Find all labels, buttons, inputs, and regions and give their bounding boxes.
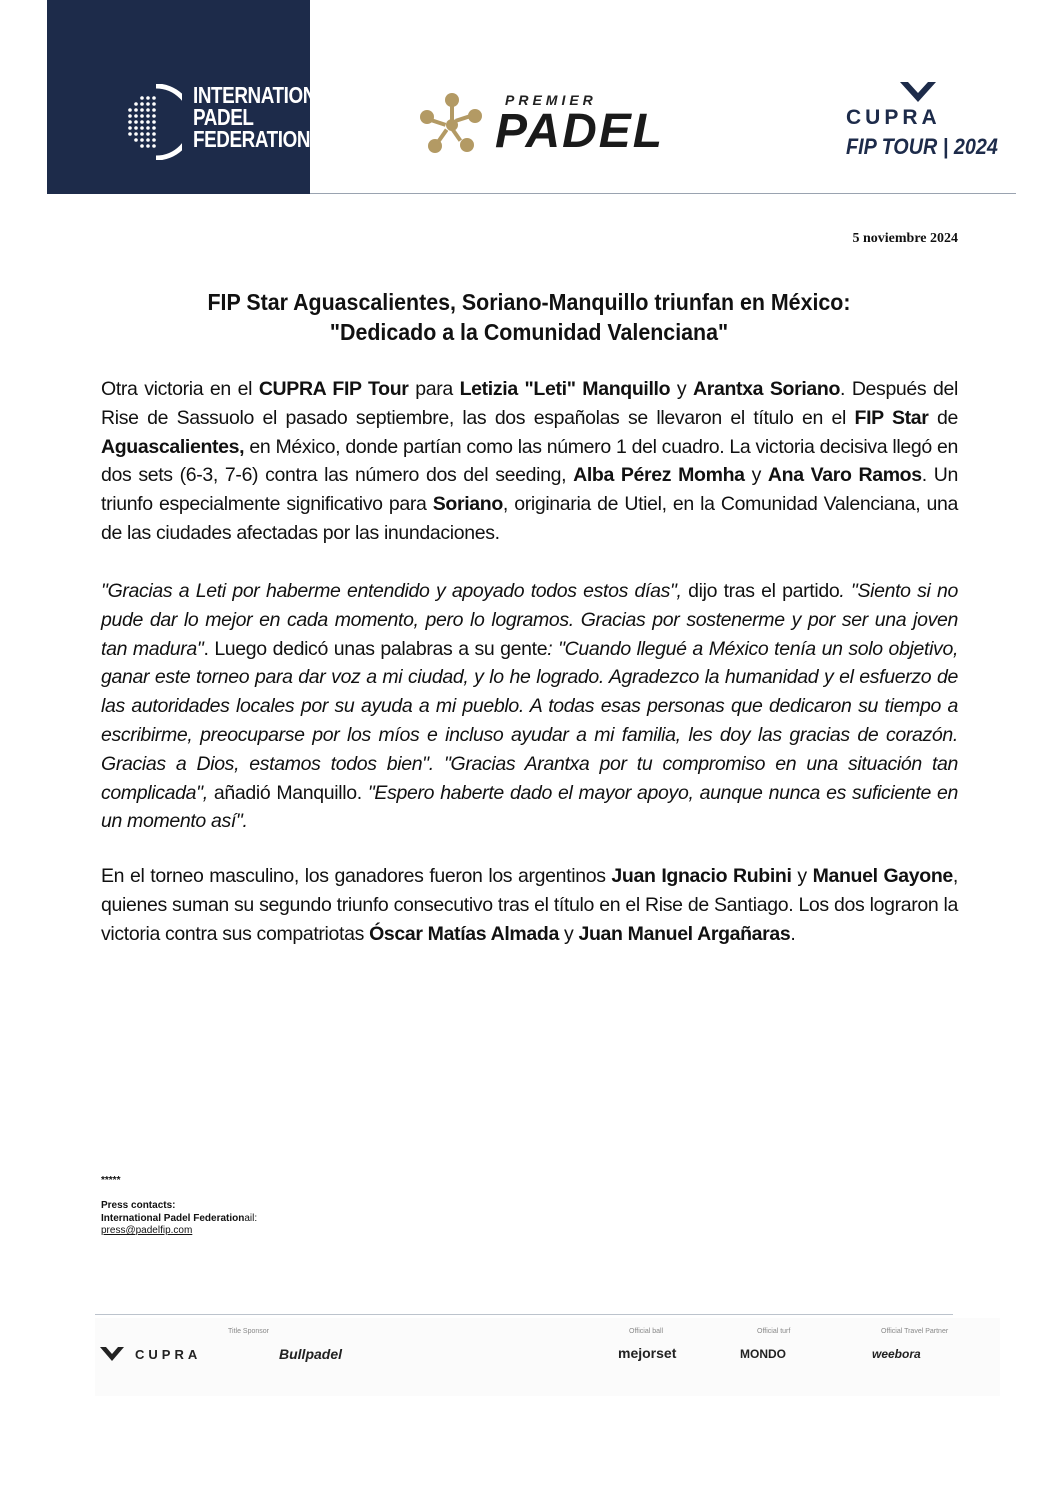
p1-bold: Soriano bbox=[432, 493, 503, 516]
ipf-dot bbox=[146, 138, 150, 142]
p2-text: añadió Manquillo. bbox=[207, 781, 368, 804]
ipf-dot bbox=[128, 120, 132, 124]
p3-bold: Óscar Matías Almada bbox=[369, 922, 559, 945]
ipf-dot bbox=[152, 96, 156, 100]
ipf-dot bbox=[134, 132, 138, 136]
separator-stars: ***** bbox=[101, 1175, 121, 1186]
p1-text: para bbox=[408, 378, 460, 400]
official-ball-label: Official ball bbox=[629, 1328, 664, 1335]
press-contacts bbox=[101, 1200, 257, 1238]
p1-text: , originaria de Utiel, en la Comunidad Valenciana, una de las ciudades afectadas por las inundaciones. bbox=[101, 493, 958, 544]
ipf-dot bbox=[128, 126, 132, 130]
title-sponsor-label: Title Sponsor bbox=[228, 1328, 269, 1335]
ipf-dot bbox=[146, 96, 150, 100]
official-turf-label: Official turf bbox=[757, 1328, 791, 1335]
ipf-dot bbox=[128, 108, 132, 112]
ipf-dot bbox=[146, 120, 150, 124]
p1-text: y bbox=[670, 378, 693, 400]
ipf-dot bbox=[128, 132, 132, 136]
paragraph-1 bbox=[101, 375, 958, 548]
title-line-2: "Dedicado a la Comunidad Valenciana" bbox=[329, 319, 729, 345]
p1-text: Otra victoria en el bbox=[101, 378, 259, 400]
ipf-dot bbox=[134, 120, 138, 124]
bullpadel-logo: Bullpadel bbox=[279, 1346, 343, 1362]
p1-text: de bbox=[928, 406, 958, 429]
ipf-dot bbox=[152, 114, 156, 118]
press-contacts-label: Press contacts: bbox=[101, 1200, 176, 1211]
ipf-dot bbox=[152, 102, 156, 106]
cupra-word: CUPRA bbox=[846, 106, 941, 129]
paragraph-3 bbox=[101, 862, 958, 948]
press-contacts-org bbox=[101, 1213, 257, 1226]
ipf-dot bbox=[146, 126, 150, 130]
premier-word: PREMIER bbox=[505, 92, 597, 108]
cupra-fip-tour-logo bbox=[838, 80, 998, 170]
ipf-dot bbox=[134, 108, 138, 112]
ipf-dot bbox=[134, 126, 138, 130]
footer-sponsors bbox=[95, 1318, 1000, 1396]
ipf-dot bbox=[140, 126, 144, 130]
ipf-dot bbox=[152, 126, 156, 130]
header-divider bbox=[310, 193, 1016, 194]
ipf-ball-logo bbox=[122, 84, 182, 160]
padel-word: PADEL bbox=[495, 105, 665, 158]
ipf-line-3: FEDERATION bbox=[193, 126, 311, 152]
p3-bold: Juan Ignacio Rubini bbox=[611, 865, 792, 887]
ipf-dot bbox=[134, 138, 138, 142]
ipf-dot bbox=[128, 114, 132, 118]
p1-bold: CUPRA FIP Tour bbox=[258, 378, 409, 400]
press-date: 5 noviembre 2024 bbox=[852, 231, 958, 246]
ipf-dot bbox=[134, 114, 138, 118]
p3-text: En el torneo masculino, los ganadores fueron los argentinos bbox=[101, 865, 612, 887]
premier-padel-logo bbox=[417, 90, 717, 162]
ipf-line-2: PADEL bbox=[193, 104, 254, 130]
ipf-dot bbox=[152, 138, 156, 142]
p1-bold: Letizia "Leti" Manquillo bbox=[459, 378, 671, 400]
cupra-footer-icon bbox=[99, 1346, 125, 1362]
ipf-dot bbox=[146, 102, 150, 106]
p1-text: en México, donde partían como las número 1 del cuadro. La victoria decisiva llegó en dos sets (6-3, 7-6) contra las número dos del seeding, bbox=[101, 435, 958, 487]
ipf-dot bbox=[146, 132, 150, 136]
p3-text: . bbox=[790, 922, 796, 945]
p3-text: , quienes suman su segundo triunfo consecutivo tras el título en el Rise de Santiago. Los dos lograron la victoria contra sus compatriotas bbox=[101, 865, 958, 945]
paragraph-2 bbox=[101, 577, 958, 836]
header-band bbox=[47, 0, 341, 194]
footer-divider bbox=[95, 1314, 953, 1315]
ipf-wordmark bbox=[193, 84, 340, 150]
p2-text: dijo tras el partido bbox=[681, 580, 840, 602]
ipf-line-1: INTERNATIONAL bbox=[193, 82, 341, 108]
premier-padel-flower-icon bbox=[417, 90, 487, 160]
travel-partner-label: Official Travel Partner bbox=[881, 1328, 949, 1335]
p1-text: . Un triunfo especialmente significativo para bbox=[101, 464, 958, 516]
press-title bbox=[130, 287, 928, 347]
ipf-dot bbox=[152, 120, 156, 124]
p2-quote: "Espero haberte dado el mayor apoyo, aunque nunca es suficiente en un momento así". bbox=[101, 781, 958, 833]
p1-bold: FIP Star bbox=[854, 406, 929, 429]
ipf-dot bbox=[152, 132, 156, 136]
p1-text: . Después del Rise de Sassuolo el pasado septiembre, las dos españolas se llevaron el título en el bbox=[101, 378, 959, 429]
press-email-link[interactable]: press@padelfip.com bbox=[101, 1225, 193, 1236]
p3-text: y bbox=[791, 865, 813, 887]
ipf-dot bbox=[140, 138, 144, 142]
p2-quote: : "Cuando llegué a México tenía un solo objetivo, ganar este torneo para dar voz a mi ciudad, y lo he logrado. Agradezco la humanidad y el esfuerzo de las autoridades locales por su ayuda a mi pueblo. A todas esas personas que dedicaron su tiempo a escribirme, preocuparse por los míos e incluso ayudar a mi familia, les doy las gracias de corazón. Gracias a Dios, estamos todos bien". "Gracias Arantxa por tu compromiso en una situación tan complicada", bbox=[101, 637, 959, 804]
p1-bold: Ana Varo Ramos bbox=[767, 464, 922, 487]
p1-bold: Alba Pérez Momha bbox=[573, 464, 745, 487]
p1-text: y bbox=[744, 464, 768, 487]
p2-text: . Luego dedicó unas palabras a su gente bbox=[203, 637, 548, 660]
p1-bold: Arantxa Soriano bbox=[693, 378, 841, 400]
title-line-1: FIP Star Aguascalientes, Soriano-Manquillo triunfan en México: bbox=[207, 289, 851, 315]
cupra-emblem-icon bbox=[898, 80, 938, 104]
ipf-dot bbox=[140, 132, 144, 136]
p2-quote: "Gracias a Leti por haberme entendido y apoyado todos estos días", bbox=[101, 580, 682, 602]
p3-text: y bbox=[558, 922, 579, 945]
cupra-footer-logo: CUPRA bbox=[135, 1347, 202, 1362]
ipf-dot bbox=[140, 120, 144, 124]
ipf-dot bbox=[140, 96, 144, 100]
org-name: International Padel Federation bbox=[101, 1212, 245, 1224]
ipf-dot bbox=[146, 144, 150, 148]
p2-quote: . "Siento si no pude dar lo mejor en cada momento, pero lo logramos. Gracias por sostenerme y por ser una joven tan madura" bbox=[101, 580, 958, 660]
mejorset-logo: mejorset bbox=[618, 1345, 677, 1361]
ipf-dot bbox=[134, 102, 138, 106]
ipf-dot bbox=[140, 102, 144, 106]
ipf-dot bbox=[152, 144, 156, 148]
p3-bold: Manuel Gayone bbox=[812, 865, 953, 887]
ipf-dot bbox=[140, 114, 144, 118]
ipf-dot bbox=[146, 108, 150, 112]
p3-bold: Juan Manuel Argañaras bbox=[578, 922, 791, 945]
weebora-logo: weebora bbox=[872, 1347, 921, 1361]
fip-tour-2024: FIP TOUR | 2024 bbox=[846, 134, 998, 159]
mondo-logo: MONDO bbox=[740, 1347, 786, 1361]
ipf-dot bbox=[140, 144, 144, 148]
org-suffix: ail: bbox=[244, 1212, 258, 1224]
ipf-dot bbox=[152, 108, 156, 112]
p1-bold: Aguascalientes, bbox=[101, 435, 245, 458]
ipf-dot bbox=[146, 114, 150, 118]
ipf-dot bbox=[140, 108, 144, 112]
